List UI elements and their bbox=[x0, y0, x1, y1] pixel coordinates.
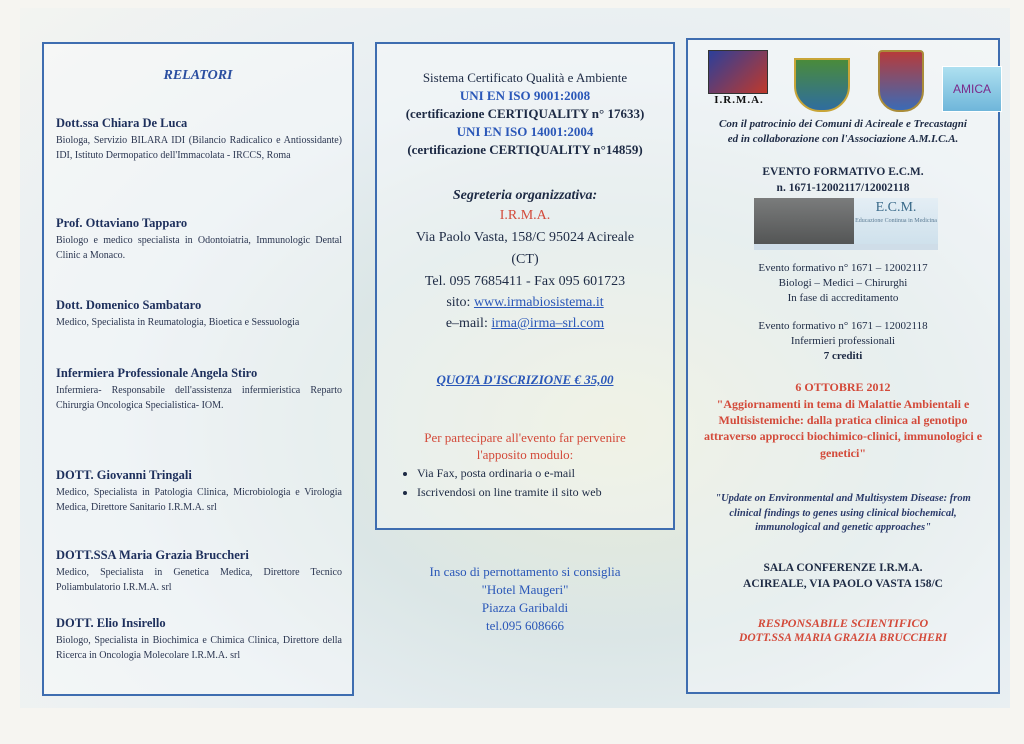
ecm-logo-title: E.C.M. bbox=[875, 200, 917, 215]
trecastagni-crest-icon bbox=[878, 50, 924, 112]
sala-address: ACIREALE, VIA PAOLO VASTA 158/C bbox=[743, 578, 943, 590]
speaker-description: Biologo e medico specialista in Odontoiatria, Immunologic Dental Clinic a Monaco. bbox=[56, 235, 342, 261]
ecm-strip bbox=[754, 244, 938, 250]
evento-2-target: Infermieri professionali bbox=[790, 335, 896, 347]
speaker-description: Medico, Specialista in Genetica Medica, Direttore Tecnico Poliambulatorio I.R.M.A. srl bbox=[56, 567, 342, 593]
speaker-description: Medico, Specialista in Reumatologia, Bioetica e Sessuologia bbox=[56, 317, 300, 328]
segreteria-address: Via Paolo Vasta, 158/C 95024 Acireale bbox=[415, 230, 635, 245]
modulo-intro-2: l'apposito modulo: bbox=[476, 447, 574, 462]
relatori-panel bbox=[42, 42, 354, 696]
speaker-entry bbox=[56, 366, 342, 413]
event-date: 6 OTTOBRE 2012 bbox=[795, 380, 891, 394]
sala-conferenze: SALA CONFERENZE I.R.M.A. bbox=[763, 562, 923, 574]
irma-logo bbox=[708, 50, 768, 94]
segreteria-email bbox=[377, 316, 673, 332]
speaker-name: Infermiera Professionale Angela Stiro bbox=[56, 366, 258, 380]
speaker-name: DOTT. Giovanni Tringali bbox=[56, 468, 192, 482]
modulo-list bbox=[399, 464, 602, 502]
evento-2-credits: 7 crediti bbox=[823, 350, 863, 362]
list-item: • Iscrivendosi on line tramite il sito web bbox=[417, 483, 602, 502]
speaker-entry bbox=[56, 548, 342, 595]
relatori-title: RELATORI bbox=[163, 68, 233, 83]
info-panel bbox=[375, 42, 675, 530]
cert-14001: (certificazione CERTIQUALITY n°14859) bbox=[407, 142, 643, 157]
event-title-it: "Aggiornamenti in tema di Malattie Ambientali e Multisistemiche: dalla pratica clinica al genotipo attraverso approcci biochimico-clinici, immunologici e genetici" bbox=[703, 397, 983, 460]
evento-1: Evento formativo n° 1671 – 12002117 bbox=[758, 262, 928, 274]
speaker-entry bbox=[56, 616, 342, 663]
website-label: sito: bbox=[446, 295, 471, 310]
speaker-entry bbox=[56, 116, 342, 163]
modulo-intro: Per partecipare all'evento far pervenire bbox=[424, 430, 626, 445]
speaker-name: DOTT. Elio Insirello bbox=[56, 616, 166, 630]
evento-panel bbox=[686, 38, 1000, 694]
speaker-name: Dott. Domenico Sambataro bbox=[56, 298, 202, 312]
iso-14001: UNI EN ISO 14001:2004 bbox=[456, 124, 594, 139]
evento-number: n. 1671-12002117/12002118 bbox=[776, 182, 910, 194]
quota-iscrizione: QUOTA D'ISCRIZIONE € 35,00 bbox=[436, 372, 614, 387]
cert-9001: (certificazione CERTIQUALITY n° 17633) bbox=[405, 106, 645, 121]
collaborazione: ed in collaborazione con l'Associazione A.M.I.C.A. bbox=[727, 133, 959, 145]
speaker-name: DOTT.SSA Maria Grazia Bruccheri bbox=[56, 548, 249, 562]
segreteria-address-ct: (CT) bbox=[511, 252, 539, 267]
segreteria-tel: Tel. 095 7685411 - Fax 095 601723 bbox=[424, 274, 626, 289]
speaker-name: Dott.ssa Chiara De Luca bbox=[56, 116, 188, 130]
evento-1-target: Biologi – Medici – Chirurghi bbox=[778, 277, 908, 289]
speaker-entry bbox=[56, 298, 342, 331]
ecm-logo bbox=[854, 198, 938, 244]
speaker-name: Prof. Ottaviano Tapparo bbox=[56, 216, 188, 230]
event-title-en: "Update on Environmental and Multisystem Disease: from clinical findings to genes using clinical biochemical, immunological and genetic approaches" bbox=[715, 493, 971, 534]
amica-logo: AMICA bbox=[942, 66, 1002, 112]
hotel-line: In caso di pernottamento si consiglia bbox=[429, 564, 621, 579]
speaker-entry bbox=[56, 468, 342, 515]
ecm-photo bbox=[754, 198, 854, 244]
responsabile-name: DOTT.SSA MARIA GRAZIA BRUCCHERI bbox=[739, 632, 947, 644]
evento-1-status: In fase di accreditamento bbox=[787, 292, 899, 304]
hotel-tel: tel.095 608666 bbox=[486, 618, 564, 633]
list-item: • Via Fax, posta ordinaria o e-mail bbox=[417, 464, 602, 483]
evento-title: EVENTO FORMATIVO E.C.M. bbox=[762, 166, 924, 178]
acireale-crest-icon bbox=[794, 58, 850, 112]
segreteria-title: Segreteria organizzativa: bbox=[452, 188, 598, 203]
logos-row bbox=[702, 44, 992, 114]
evento-2: Evento formativo n° 1671 – 12002118 bbox=[758, 320, 928, 332]
speaker-description: Medico, Specialista in Patologia Clinica, Microbiologia e Virologia Medica, Direttore Sanitario I.R.M.A. srl bbox=[56, 487, 342, 513]
speaker-description: Biologo, Specialista in Biochimica e Chimica Clinica, Direttore della Ricerca in Oncologia Molecolare I.R.M.A. srl bbox=[56, 635, 342, 661]
cert-intro: Sistema Certificato Qualità e Ambiente bbox=[422, 70, 628, 85]
hotel-address: Piazza Garibaldi bbox=[481, 600, 569, 615]
hotel-name: "Hotel Maugeri" bbox=[481, 582, 569, 597]
email-label: e–mail: bbox=[445, 316, 488, 331]
speaker-description: Infermiera- Responsabile dell'assistenza infermieristica Reparto Chirurgia Oncologica Specialistica- IOM. bbox=[56, 385, 342, 411]
responsabile-title: RESPONSABILE SCIENTIFICO bbox=[757, 616, 929, 630]
speaker-description: Biologa, Servizio BILARA IDI (Bilancio Radicalico e Antiossidante) IDI, Istituto Dermopatico dell'Immacolata - IRCCS, Roma bbox=[56, 135, 342, 161]
patrocinio: Con il patrocinio dei Comuni di Acireale e Trecastagni bbox=[719, 118, 967, 130]
ecm-logo-subtitle: Educazione Continua in Medicina bbox=[855, 218, 937, 224]
segreteria-website bbox=[377, 295, 673, 311]
website-link[interactable]: www.irmabiosistema.it bbox=[473, 295, 604, 310]
email-link[interactable]: irma@irma–srl.com bbox=[491, 316, 605, 331]
segreteria-org: I.R.M.A. bbox=[499, 208, 551, 223]
iso-9001: UNI EN ISO 9001:2008 bbox=[459, 88, 591, 103]
speaker-entry bbox=[56, 216, 342, 263]
irma-logo-text: I.R.M.A. bbox=[714, 94, 764, 106]
hotel-info bbox=[375, 564, 675, 634]
